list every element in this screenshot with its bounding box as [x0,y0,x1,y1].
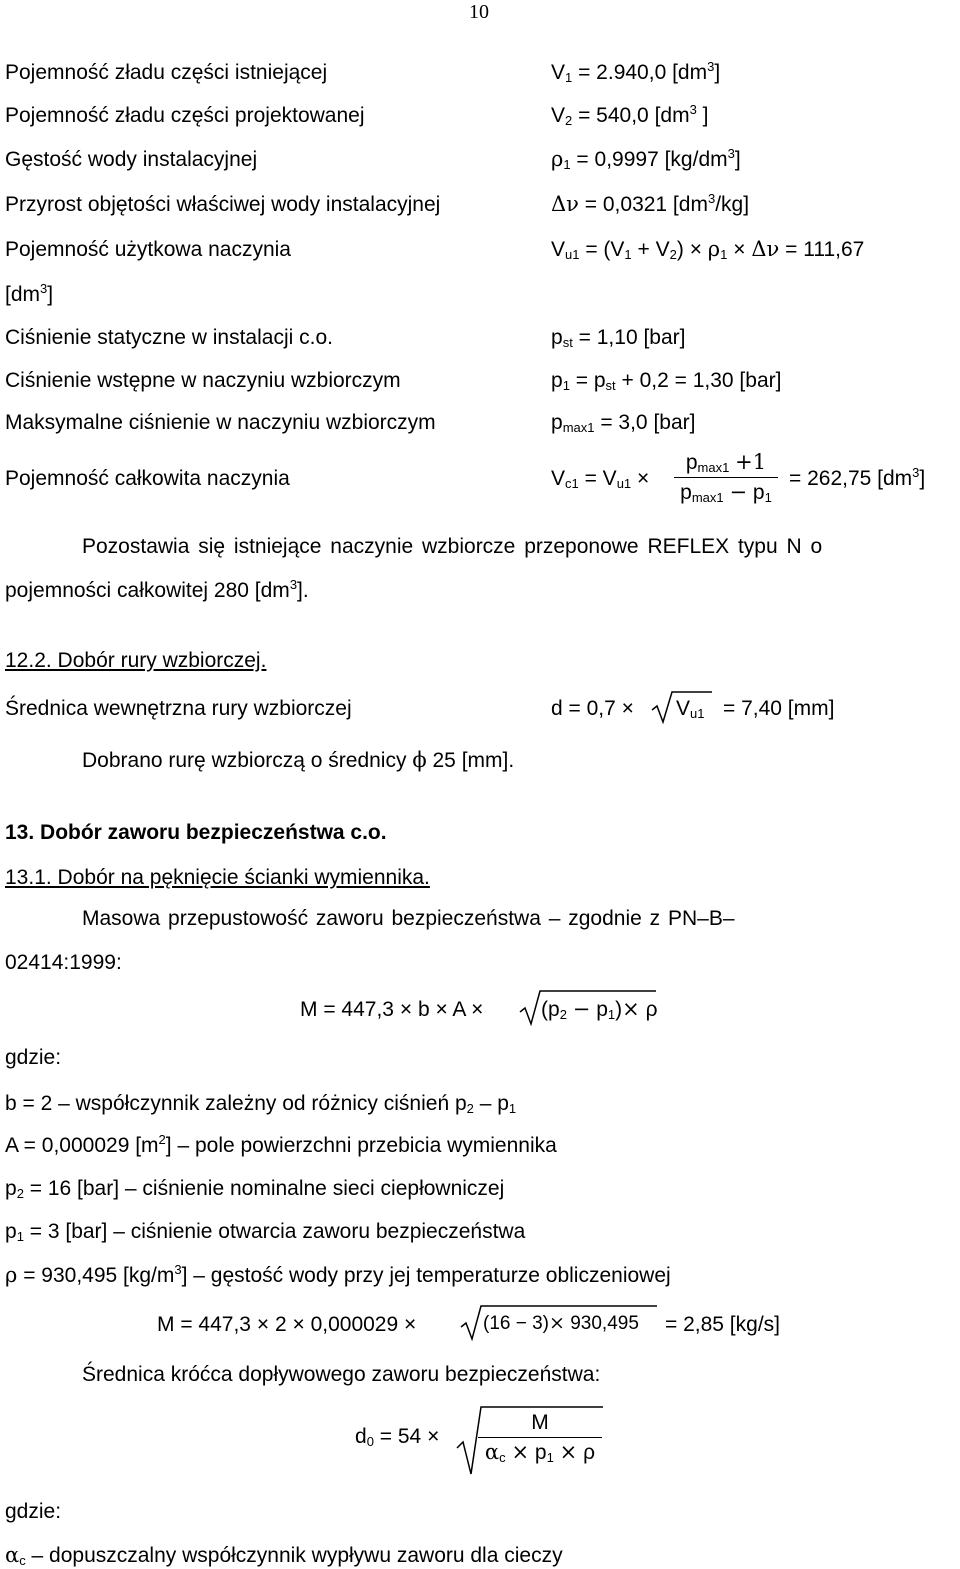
calc-m-radicand: (16 − 3)× 930,495 [483,1312,639,1334]
pmax-value: $p_{max1} = 3,0$ [bar] [551,411,696,435]
formula-m: M = 447,3 × b × A × [300,998,484,1021]
mass-line1: Masowa przepustowość zaworu bezpieczeństwa – zgodnie z PN–B– [82,907,735,930]
d0-formula: $d_0 = 54$ × [355,1425,440,1449]
section-13-1-heading: 13.1. Dobór na pęknięcie ścianki wymiennika. [5,866,430,889]
def-p1: $p_1 = 3$ [bar] – ciśnienie otwarcia zaworu bezpieczeństwa [5,1220,526,1244]
vc1-numerator: $p_{max1} +1$ [685,450,767,475]
inlet-label: Średnica króćca dopływowego zaworu bezpieczeństwa: [82,1363,601,1386]
pst-value: $p_{st} = 1,10$ [bar] [551,326,686,350]
diam-chosen: Dobrano rurę wzbiorczą o średnicy ϕ 25 [mm]. [82,748,515,772]
vc1-result: = 262,75 $[dm^3]$ [789,465,926,490]
calc-m-result: = 2,85 [kg/s] [665,1313,780,1336]
d0-denominator: $\alpha_c \times p_1 \times \rho$ [484,1440,596,1465]
page-number: 10 [469,1,489,23]
def-rho: ρ = 930,495 $[kg/m^3]$ – gęstość wody przy jej temperaturze obliczeniowej [5,1262,671,1287]
param-value-v2: $V_2 = 540,0$ [$dm^3$ ] [551,102,709,128]
vc1-lhs: $V_{c1} = V_{u1}$ × [551,467,650,491]
mass-line2: 02414:1999: [5,951,122,974]
p1-value: $p_1 = p_{st} + 0,2 = 1,30$ [bar] [551,369,782,393]
param-label-v2: Pojemność zładu części projektowanej [5,104,365,127]
diam-result: = 7,40 [mm] [723,697,835,720]
calc-m: M = 447,3 × 2 × 0,000029 × [157,1313,417,1336]
diam-formula: d = 0,7 × [551,697,634,720]
diam-label: Średnica wewnętrzna rury wzbiorczej [5,697,352,720]
vc1-label: Pojemność całkowita naczynia [5,467,290,490]
d0-numerator: M [531,1411,549,1434]
param-value-rho: $\rho_1 = 0,9997$ $[kg/dm^3]$ [551,146,741,172]
param-label-dnu: Przyrost objętości właściwej wody instalacyjnej [5,193,441,216]
param-value-dnu: Δν = 0,0321 $[dm^3/kg]$ [551,191,750,216]
p1-label: Ciśnienie wstępne w naczyniu wzbiorczym [5,369,401,392]
pmax-label: Maksymalne ciśnienie w naczyniu wzbiorczym [5,411,436,434]
vc1-fraction [674,452,778,503]
gdzie-label-2: gdzie: [5,1500,62,1523]
def-alpha: $\alpha_c$ – dopuszczalny współczynnik wypływu zaworu dla cieczy [5,1543,563,1568]
reflex-paragraph-line2: pojemności całkowitej 280 $[dm^3]$. [5,577,309,602]
section-12-2-heading: 12.2. Dobór rury wzbiorczej. [5,649,267,672]
def-b: b = 2 – współczynnik zależny od różnicy ciśnień $p_2 - p_1$ [5,1092,517,1116]
formula-m-radicand: $(p_2 - p_1)\times \rho$ [541,997,658,1022]
vu1-unit: $[dm^3]$ [5,281,54,306]
d0-fraction [478,1412,602,1463]
param-label-v1: Pojemność zładu części istniejącej [5,61,328,84]
section-13-heading: 13. Dobór zaworu bezpieczeństwa c.o. [5,821,387,844]
pst-label: Ciśnienie statyczne w instalacji c.o. [5,326,333,349]
vc1-denominator: $p_{max1} - p_1$ [680,480,772,505]
reflex-paragraph-line1: Pozostawia się istniejące naczynie wzbiorcze przeponowe REFLEX typu N o [82,535,823,558]
def-a: A = 0,000029 $[m^2]$ – pole powierzchni przebicia wymiennika [5,1132,557,1157]
param-value-v1: $V_1 = 2.940,0$ $[dm^3]$ [551,59,721,85]
vu1-formula: $V_{u1} = (V_1 + V_2) \times \rho_1 \times \Delta\nu = 111,67$ [551,237,865,262]
def-p2: $p_2 = 16$ [bar] – ciśnienie nominalne sieci ciepłowniczej [5,1177,505,1201]
vu1-label: Pojemność użytkowa naczynia [5,238,291,261]
gdzie-label: gdzie: [5,1046,62,1069]
param-label-rho: Gęstość wody instalacyjnej [5,148,258,171]
